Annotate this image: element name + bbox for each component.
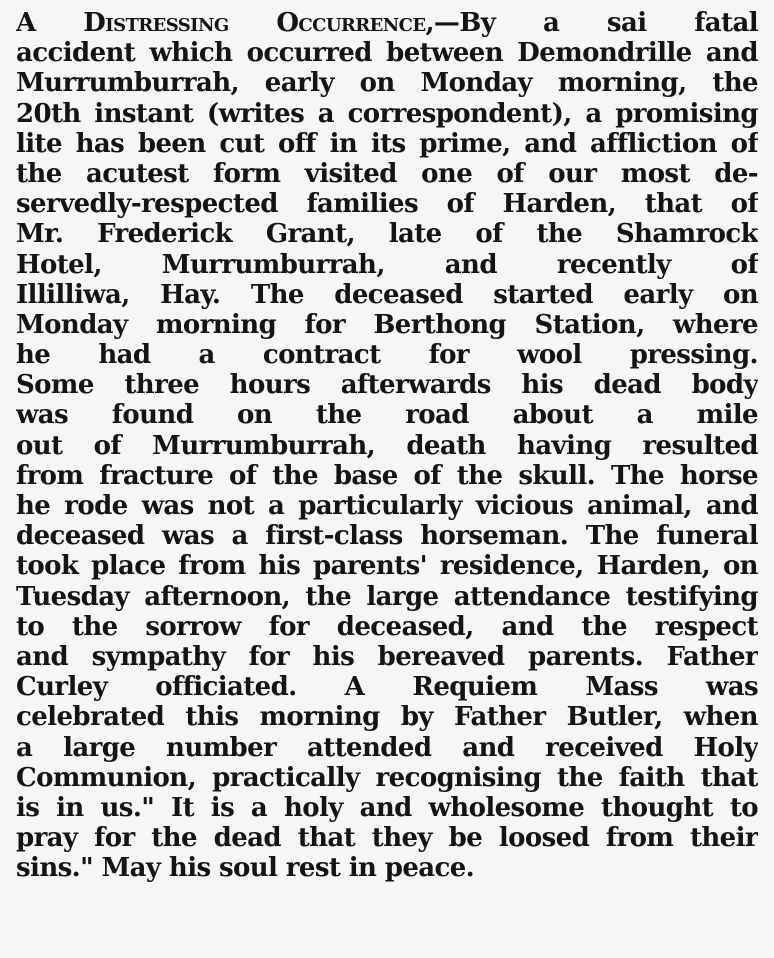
article-line: the acutest form visited one of our most de- [16, 158, 758, 189]
article-line [16, 8, 758, 38]
article-line: and sympathy for his bereaved parents. Father [16, 641, 758, 672]
article-line: lite has been cut off in its prime, and affliction of [16, 128, 758, 159]
article-text [16, 8, 758, 883]
article-line: Communion, practically recognising the faith that [16, 762, 758, 793]
article-line: sins." May his soul rest in peace. [16, 853, 475, 884]
article-line: he had a contract for wool pressing. [16, 340, 758, 371]
article-line: deceased was a first-class horseman. The funeral [16, 521, 758, 552]
article-line: Murrumburrah, early on Monday morning, the [16, 68, 758, 99]
article-line: is in us." It is a holy and wholesome thought to [16, 792, 758, 823]
article-line-text: —By a sai fatal [433, 8, 758, 38]
article-line: to the sorrow for deceased, and the respect [16, 611, 758, 642]
article-line: Illilliwa, Hay. The deceased started early on [16, 279, 758, 310]
article-line: accident which occurred between Demondrille and [16, 38, 758, 69]
article-line: Curley officiated. A Requiem Mass was [16, 672, 758, 703]
article-line: out of Murrumburrah, death having resulted [16, 430, 758, 461]
article-line: servedly-respected families of Harden, that of [16, 189, 758, 220]
article-line: Monday morning for Berthong Station, where [16, 309, 758, 340]
article-line: he rode was not a particularly vicious animal, and [16, 491, 758, 521]
article-headline: A Distressing Occurrence, [16, 8, 434, 38]
article-line: celebrated this morning by Father Butler, when [16, 702, 758, 733]
article-line: was found on the road about a mile [16, 400, 758, 431]
article-line: Some three hours afterwards his dead body [16, 370, 758, 401]
article-line: pray for the dead that they be loosed from their [16, 823, 758, 854]
article-line: 20th instant (writes a correspondent), a promising [16, 98, 758, 129]
article-line: Hotel, Murrumburrah, and recently of [16, 249, 758, 280]
article-line: Mr. Frederick Grant, late of the Shamrock [16, 219, 758, 250]
article-line: from fracture of the base of the skull. The horse [16, 460, 758, 491]
article-line: Tuesday afternoon, the large attendance testifying [16, 581, 758, 612]
article-line: a large number attended and received Holy [16, 732, 758, 763]
article-line: took place from his parents' residence, Harden, on [16, 551, 758, 582]
